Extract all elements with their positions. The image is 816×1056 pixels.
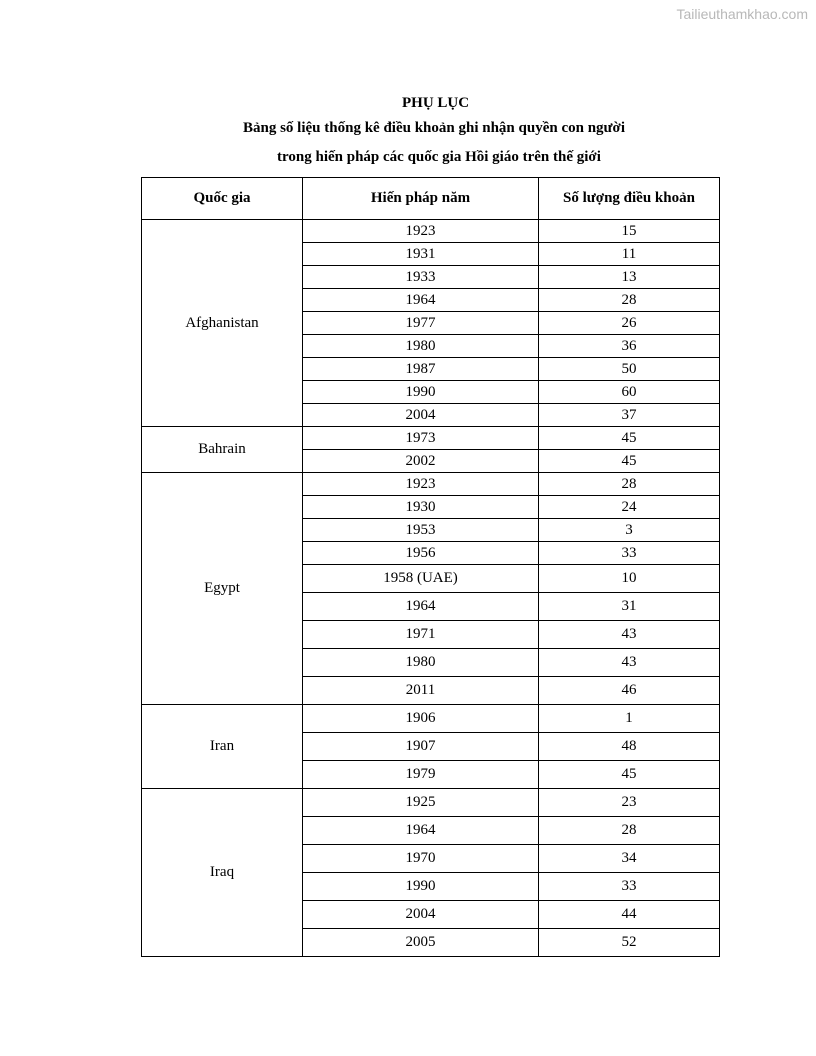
count-cell: 60 [539, 381, 720, 404]
header-article-count: Số lượng điều khoản [539, 178, 720, 220]
country-cell: Afghanistan [142, 220, 303, 427]
count-cell: 11 [539, 243, 720, 266]
year-cell: 2002 [303, 450, 539, 473]
table-row [142, 789, 720, 817]
count-cell: 1 [539, 705, 720, 733]
count-cell: 48 [539, 733, 720, 761]
year-cell: 1964 [303, 289, 539, 312]
year-cell: 1925 [303, 789, 539, 817]
subtitle-line-2: trong hiến pháp các quốc gia Hồi giáo trên thế giới [277, 149, 601, 165]
count-cell: 46 [539, 677, 720, 705]
year-cell: 1964 [303, 817, 539, 845]
count-cell: 15 [539, 220, 720, 243]
year-cell: 1987 [303, 358, 539, 381]
count-cell: 26 [539, 312, 720, 335]
table-row [142, 427, 720, 450]
year-cell: 1990 [303, 873, 539, 901]
count-cell: 45 [539, 427, 720, 450]
count-cell: 37 [539, 404, 720, 427]
count-cell: 28 [539, 473, 720, 496]
year-cell: 1977 [303, 312, 539, 335]
count-cell: 50 [539, 358, 720, 381]
count-cell: 34 [539, 845, 720, 873]
year-cell: 1933 [303, 266, 539, 289]
count-cell: 13 [539, 266, 720, 289]
year-cell: 1980 [303, 649, 539, 677]
table-row [142, 473, 720, 496]
header-country: Quốc gia [142, 178, 303, 220]
count-cell: 43 [539, 621, 720, 649]
count-cell: 3 [539, 519, 720, 542]
year-cell: 1923 [303, 473, 539, 496]
year-cell: 1956 [303, 542, 539, 565]
country-cell: Iraq [142, 789, 303, 957]
table-body [142, 220, 720, 957]
page-title: PHỤ LỤC [402, 95, 470, 111]
count-cell: 33 [539, 873, 720, 901]
header-constitution-year: Hiến pháp năm [303, 178, 539, 220]
year-cell: 1931 [303, 243, 539, 266]
table-row [142, 705, 720, 733]
year-cell: 1930 [303, 496, 539, 519]
year-cell: 1923 [303, 220, 539, 243]
table-header-row [142, 178, 720, 220]
count-cell: 28 [539, 289, 720, 312]
year-cell: 1990 [303, 381, 539, 404]
count-cell: 43 [539, 649, 720, 677]
country-cell: Iran [142, 705, 303, 789]
watermark: Tailieuthamkhao.com [676, 6, 808, 22]
year-cell: 1958 (UAE) [303, 565, 539, 593]
count-cell: 44 [539, 901, 720, 929]
year-cell: 1979 [303, 761, 539, 789]
year-cell: 2004 [303, 901, 539, 929]
year-cell: 1906 [303, 705, 539, 733]
year-cell: 1971 [303, 621, 539, 649]
subtitle-line-1: Bảng số liệu thống kê điều khoản ghi nhận quyền con người [243, 120, 626, 136]
country-cell: Bahrain [142, 427, 303, 473]
table-row [142, 220, 720, 243]
year-cell: 1964 [303, 593, 539, 621]
constitution-articles-table [141, 177, 720, 957]
year-cell: 1973 [303, 427, 539, 450]
count-cell: 24 [539, 496, 720, 519]
year-cell: 2011 [303, 677, 539, 705]
count-cell: 28 [539, 817, 720, 845]
year-cell: 1980 [303, 335, 539, 358]
year-cell: 1970 [303, 845, 539, 873]
year-cell: 2005 [303, 929, 539, 957]
year-cell: 1953 [303, 519, 539, 542]
count-cell: 45 [539, 450, 720, 473]
count-cell: 36 [539, 335, 720, 358]
country-cell: Egypt [142, 473, 303, 705]
count-cell: 45 [539, 761, 720, 789]
count-cell: 10 [539, 565, 720, 593]
count-cell: 33 [539, 542, 720, 565]
count-cell: 31 [539, 593, 720, 621]
count-cell: 23 [539, 789, 720, 817]
year-cell: 1907 [303, 733, 539, 761]
count-cell: 52 [539, 929, 720, 957]
year-cell: 2004 [303, 404, 539, 427]
